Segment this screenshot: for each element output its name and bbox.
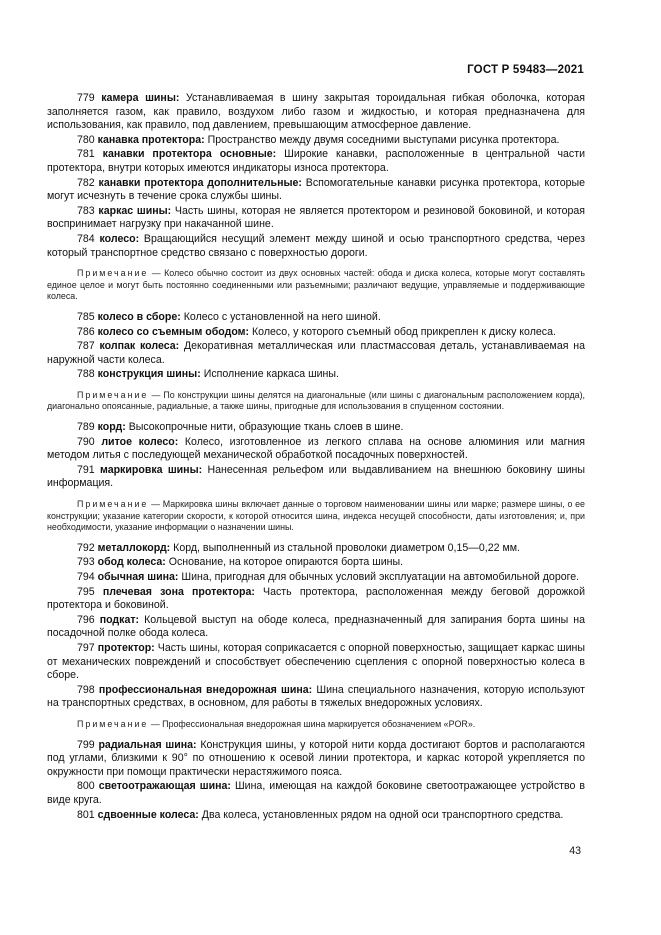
note-text: — Маркировка шины включает данные о торговом наименовании шины или марке; размере шины, о ее конструкции; указание категории скорости, к которой относится шина, индекса несущей способности, даты изготовления; и, при необходимости, указание информации о назначении шины. (47, 499, 585, 533)
term-name: канавки протектора дополнительные: (98, 176, 302, 189)
note-label: Примечание (77, 389, 149, 400)
term-number: 793 (77, 556, 95, 569)
term-definition: Устанавливаемая в шину закрытая тороидальная гибкая оболочка, которая заполняется газом, как правило, воздухом либо газом и жидкостью, и которая предназначена для использования, как правило, под давлением, превышающим атмосферное давление. (47, 92, 585, 132)
term-number: 797 (77, 641, 95, 654)
term-name: обод колеса: (97, 556, 166, 569)
term-entry (47, 205, 585, 232)
term-definition: Корд, выполненный из стальной проволоки диаметром 0,15—0,22 мм. (173, 541, 520, 554)
term-entry (47, 148, 585, 175)
note (47, 719, 585, 731)
term-number: 779 (77, 92, 95, 104)
term-entry (47, 92, 585, 133)
term-definition: Колесо с установленной на него шиной. (183, 310, 381, 323)
term-entry (47, 326, 585, 340)
term-definition: Основание, на которое опираются борта шины. (168, 556, 404, 569)
page-number: 43 (569, 845, 581, 857)
term-entry (47, 436, 585, 463)
term-entry (47, 739, 585, 780)
term-name: колпак колеса: (99, 340, 180, 353)
term-name: маркировка шины: (100, 463, 203, 476)
term-number: 799 (77, 738, 95, 751)
term-definition: Конструкция шины, у которой нити корда достигают бортов и располагаются под углами, близкими к 90° по отношению к осевой линии протектора, и каркас которой укрепляется по окружности при помощи практически нерастяжимого пояса. (47, 738, 585, 778)
term-number: 785 (77, 310, 95, 323)
term-entry (47, 542, 585, 556)
note-label: Примечание (77, 718, 149, 729)
term-entry (47, 233, 585, 260)
term-name: конструкция шины: (97, 368, 201, 381)
term-definition: Исполнение каркаса шины. (203, 368, 339, 381)
term-name: металлокорд: (97, 541, 171, 554)
term-name: колесо в сборе: (97, 310, 181, 323)
term-definition: Кольцевой выступ на ободе колеса, предназначенный для запирания борта шины на посадочной полке обода колеса. (47, 613, 585, 640)
term-number: 784 (77, 232, 95, 245)
term-number: 800 (77, 780, 95, 793)
term-entry (47, 642, 585, 683)
term-number: 801 (77, 808, 95, 821)
term-number: 794 (77, 571, 95, 583)
terms-list (47, 92, 585, 822)
term-name: профессиональная внедорожная шина: (98, 683, 313, 696)
term-number: 788 (77, 368, 95, 381)
term-number: 791 (77, 463, 95, 476)
term-definition: Шина, пригодная для обычных условий эксплуатации на автомобильной дороге. (181, 571, 580, 583)
note (47, 390, 585, 413)
term-definition: Часть шины, которая соприкасается с опорной поверхностью, защищает каркас шины от механических повреждений и способствует обеспечению сцепления с опорной поверхностью колеса в сборе. (47, 641, 585, 682)
term-name: колесо со съемным ободом: (97, 325, 250, 338)
term-entry (47, 177, 585, 204)
term-number: 782 (77, 176, 95, 189)
term-definition: Вспомогательные канавки рисунка протектора, которые могут исчезнуть в течение срока службы шины. (47, 176, 585, 203)
term-name: колесо: (99, 232, 140, 245)
term-entry (47, 809, 585, 823)
term-number: 796 (77, 613, 95, 626)
term-name: обычная шина: (97, 571, 179, 583)
term-definition: Часть шины, которая не является протектором и резиновой боковиной, и которая воспринимает нагрузку при накачанной шине. (47, 204, 585, 231)
term-number: 781 (77, 148, 95, 161)
note-text: — Колесо обычно состоит из двух основных частей: обода и диска колеса, которые могут составлять единое целое и могут быть постоянно соединенными или разъемными; различают ведущие, управляемые и поддерживающие колеса. (47, 268, 585, 302)
term-name: литое колесо: (101, 435, 179, 448)
term-name: светоотражающая шина: (98, 780, 231, 793)
note-text: — По конструкции шины делятся на диагональные (или шины с диагональным расположением корда), диагонально опоясанные, радиальные, а также шины, пригодные для использования в спущенном состоянии. (47, 389, 585, 412)
term-number: 783 (77, 204, 95, 217)
term-entry (47, 780, 585, 807)
term-name: канавки протектора основные: (102, 148, 277, 161)
term-definition: Высокопрочные нити, образующие ткань слоев в шине. (128, 421, 404, 434)
term-entry (47, 586, 585, 613)
term-number: 786 (77, 325, 95, 338)
term-entry (47, 311, 585, 325)
term-definition: Колесо, у которого съемный обод прикреплен к диску колеса. (251, 325, 556, 338)
note (47, 268, 585, 303)
term-number: 792 (77, 541, 95, 554)
term-entry (47, 684, 585, 711)
term-number: 789 (77, 421, 95, 434)
term-definition: Шина специального назначения, которую используют на транспортных средствах, в основном, для работы в тяжелых внедорожных условиях. (47, 683, 586, 710)
term-entry (47, 464, 585, 491)
term-name: протектор: (97, 641, 155, 654)
term-definition: Пространство между двумя соседними выступами рисунка протектора. (207, 133, 560, 146)
term-entry (47, 571, 585, 585)
term-name: подкат: (99, 613, 140, 626)
term-name: камера шины: (101, 92, 180, 104)
term-entry (47, 556, 585, 570)
term-name: корд: (97, 421, 126, 434)
term-entry (47, 614, 585, 641)
term-number: 798 (77, 683, 95, 696)
term-name: радиальная шина: (98, 738, 197, 751)
term-name: сдвоенные колеса: (97, 808, 199, 821)
term-definition: Нанесенная рельефом или выдавливанием на внешнюю боковину шины информация. (47, 463, 585, 490)
term-entry (47, 134, 585, 148)
term-name: каркас шины: (98, 204, 172, 217)
standard-header: ГОСТ Р 59483—2021 (467, 64, 584, 76)
term-entry (47, 421, 585, 435)
note (47, 499, 585, 534)
term-entry (47, 340, 585, 367)
term-entry (47, 368, 585, 382)
term-definition: Два колеса, установленных рядом на одной оси транспортного средства. (201, 808, 564, 821)
term-name: плечевая зона протектора: (102, 585, 255, 598)
term-number: 790 (77, 435, 95, 448)
term-definition: Колесо, изготовленное из легкого сплава на основе алюминия или магния методом литья с последующей механической обработкой посадочных поверхностей. (47, 435, 585, 462)
term-number: 780 (77, 133, 95, 146)
term-definition: Вращающийся несущий элемент между шиной и осью транспортного средства, через который транспортное средство связано с поверхностью дороги. (47, 232, 585, 259)
term-definition: Декоративная металлическая или пластмассовая деталь, устанавливаемая на наружной части колеса. (47, 340, 585, 366)
note-label: Примечание (77, 499, 149, 510)
note-text: — Профессиональная внедорожная шина маркируется обозначением «POR». (150, 718, 476, 729)
note-label: Примечание (77, 268, 149, 279)
term-definition: Широкие канавки, расположенные в центральной части протектора, внутри которых имеются индикаторы износа протектора. (47, 148, 585, 174)
term-definition: Часть протектора, расположенная между беговой дорожкой протектора и боковиной. (47, 585, 585, 612)
term-definition: Шина, имеющая на каждой боковине светоотражающее устройство в виде круга. (47, 780, 586, 806)
term-name: канавка протектора: (97, 133, 205, 146)
term-number: 795 (77, 585, 95, 598)
term-number: 787 (77, 340, 95, 353)
